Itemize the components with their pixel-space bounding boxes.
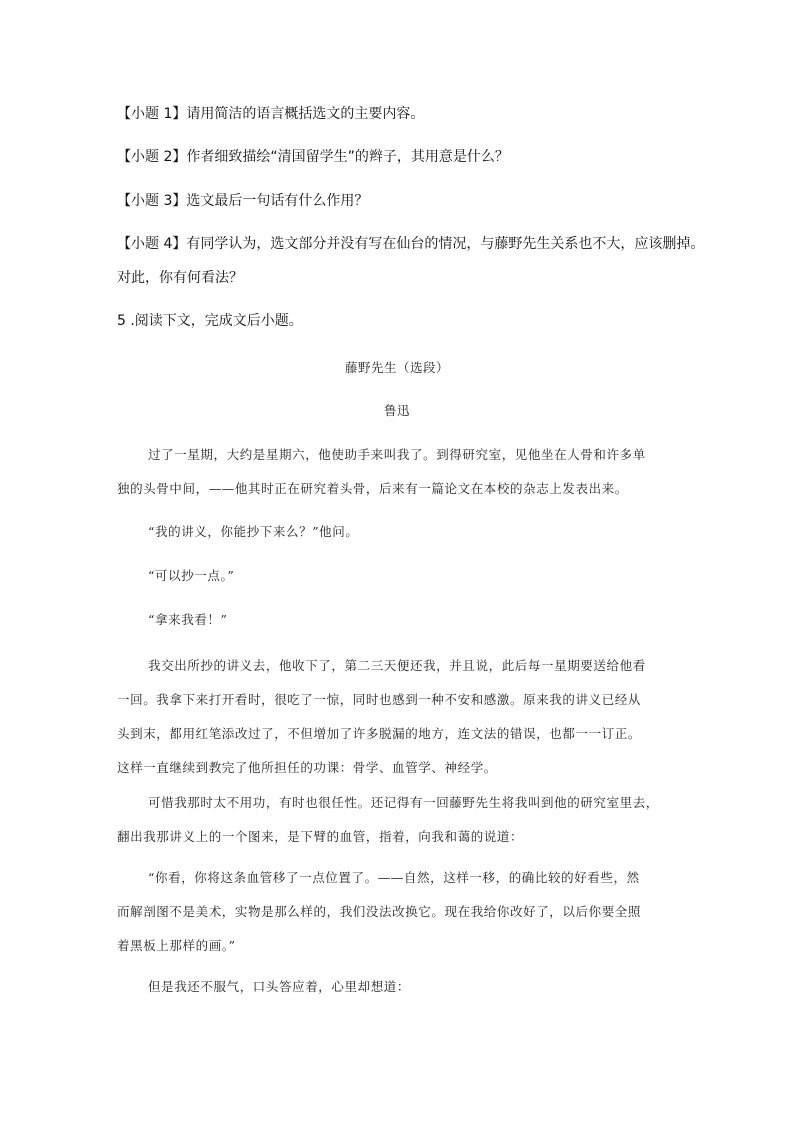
paragraph-5: [117, 649, 677, 785]
paragraph-line: 翻出我那讲义上的一个图来，是下臂的血管，指着，向我和蔼的说道：: [117, 829, 524, 844]
paragraph-6: [117, 786, 677, 854]
paragraph-line: 着黑板上那样的画。”: [117, 938, 236, 953]
paragraph-3: [117, 559, 677, 593]
paragraph-line: 而解剖图不是美术，实物是那么样的，我们没法改换它。现在我给你改好了，以后你要全照: [117, 904, 642, 919]
paragraph-line: 这样一直继续到教完了他所担任的功课：骨学、血管学、神经学。: [117, 760, 497, 775]
paragraph-line: “可以抄一点。”: [148, 568, 235, 583]
paragraph-line: 头到末，都用红笔添改过了，不但增加了许多脱漏的地方，连文法的错误，也都一一订正。: [117, 726, 642, 741]
paragraph-line: 过了一星期，大约是星期六，他使助手来叫我了。到得研究室，见他坐在人骨和许多单: [148, 447, 646, 462]
paragraph-line: 可惜我那时太不用功，有时也很任性。还记得有一回藤野先生将我叫到他的研究室里去，: [148, 795, 659, 810]
paragraph-1: [117, 438, 677, 506]
paragraph-line: “拿来我看！”: [148, 612, 228, 627]
paragraph-7: [117, 861, 677, 963]
question-1: 【小题 1】请用简洁的语言概括选文的主要内容。: [117, 106, 425, 122]
paragraph-line: “我的讲义，你能抄下来么？”他问。: [148, 524, 359, 539]
passage-title: 藤野先生（选段）: [344, 360, 449, 375]
question-2: 【小题 2】作者细致描绘“清国留学生”的辫子，其用意是什么？: [117, 149, 509, 165]
question-4-continued: 对此，你有何看法？: [117, 270, 243, 286]
paragraph-line: “你看，你将这条血管移了一点位置了。——自然，这样一移，的确比较的好看些，然: [148, 870, 640, 885]
paragraph-line: 我交出所抄的讲义去，他收下了，第二三天便还我，并且说，此后每一星期要送给他看: [148, 658, 646, 673]
paragraph-line: 一回。我拿下来打开看时，很吃了一惊，同时也感到一种不安和感激。原来我的讲义已经从: [117, 692, 642, 707]
passage-author: 鲁迅: [383, 403, 410, 418]
reading-instruction: 5 .阅读下文，完成文后小题。: [117, 313, 303, 329]
paragraph-2: [117, 515, 677, 549]
paragraph-line: 独的头骨中间，——他其时正在研究着头骨，后来有一篇论文在本校的杂志上发表出来。: [117, 481, 628, 496]
question-3: 【小题 3】选文最后一句话有什么作用？: [117, 193, 369, 209]
question-4: 【小题 4】有同学认为，选文部分并没有写在仙台的情况，与藤野先生关系也不大，应该删掉。: [117, 236, 705, 252]
paragraph-4: [117, 603, 677, 637]
paragraph-line: 但是我还不服气，口头答应着，心里却想道：: [148, 979, 411, 994]
paragraph-8: [117, 970, 677, 1004]
